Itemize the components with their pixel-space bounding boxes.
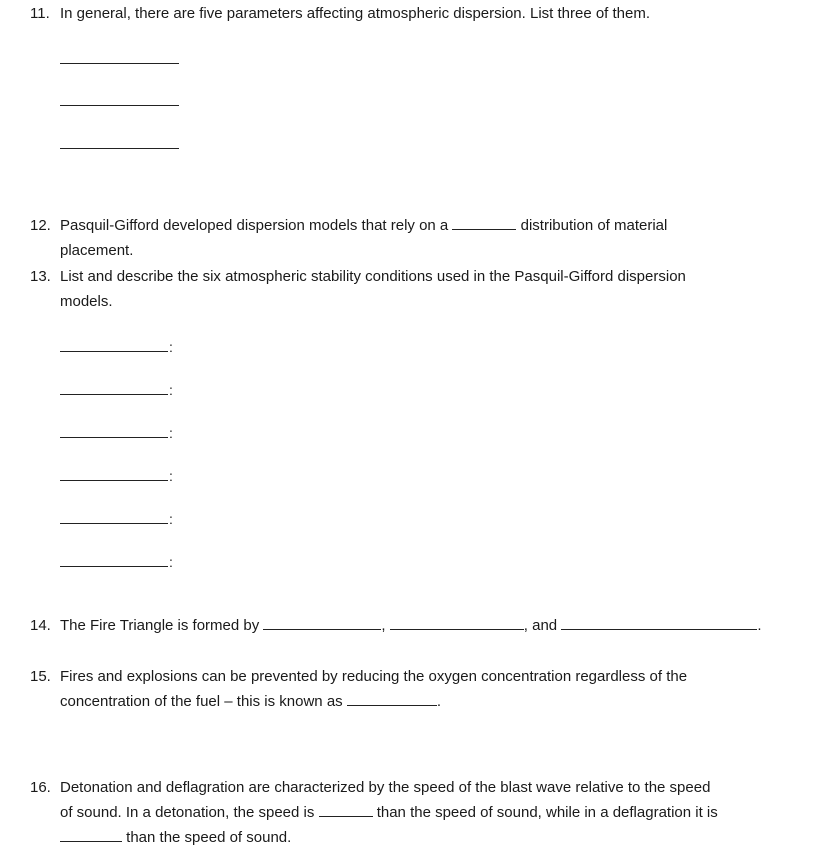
question-text-part: than the speed of sound, while in a deflagration it is xyxy=(376,804,718,821)
question-14 xyxy=(30,613,810,638)
answer-blank[interactable] xyxy=(60,148,179,149)
question-number: 15. xyxy=(30,668,51,685)
question-text xyxy=(60,775,810,850)
comma: , xyxy=(523,617,528,634)
question-text xyxy=(60,213,810,263)
question-text-part: List and describe the six atmospheric stability conditions used in the Pasquil-Gifford dispersion xyxy=(60,268,686,285)
answer-blank[interactable] xyxy=(347,690,437,706)
colon: : xyxy=(169,511,173,527)
period: . xyxy=(436,693,442,710)
stability-blank[interactable] xyxy=(60,463,190,484)
question-text xyxy=(60,613,810,638)
question-text-part: The Fire Triangle is formed by xyxy=(60,617,260,634)
answer-blank[interactable] xyxy=(60,826,122,842)
question-text xyxy=(60,264,810,314)
question-text-part: placement. xyxy=(60,242,134,259)
answer-blank[interactable] xyxy=(263,614,381,630)
answer-blank[interactable] xyxy=(60,105,179,106)
stability-blank[interactable] xyxy=(60,334,190,355)
question-12 xyxy=(30,213,810,263)
colon: : xyxy=(169,382,173,398)
question-text: In general, there are five parameters affecting atmospheric dispersion. List three of them. xyxy=(60,5,651,22)
colon: : xyxy=(169,339,173,355)
answer-blank[interactable] xyxy=(390,614,524,630)
question-text-part: and xyxy=(532,617,558,634)
period: . xyxy=(757,617,762,634)
question-number: 16. xyxy=(30,779,51,796)
question-text-part: Pasquil-Gifford developed dispersion models that rely on a xyxy=(60,217,449,234)
question-text-part: of sound. In a detonation, the speed is xyxy=(60,804,315,821)
question-text xyxy=(60,664,810,714)
stability-blank[interactable] xyxy=(60,549,190,570)
question-text-part: Fires and explosions can be prevented by reducing the oxygen concentration regardless of the xyxy=(60,668,688,685)
question-number: 14. xyxy=(30,617,51,634)
question-text-part: distribution of material xyxy=(520,217,668,234)
question-13 xyxy=(30,264,810,314)
answer-blank[interactable] xyxy=(60,63,179,64)
stability-blank[interactable] xyxy=(60,506,190,527)
question-16 xyxy=(30,775,810,850)
colon: : xyxy=(169,425,173,441)
answer-blank[interactable] xyxy=(319,801,373,817)
answer-blank[interactable] xyxy=(561,614,757,630)
question-number: 11. xyxy=(30,5,50,22)
question-text-part: Detonation and deflagration are characterized by the speed of the blast wave relative to the speed xyxy=(60,779,711,796)
question-number: 13. xyxy=(30,268,51,285)
question-number: 12. xyxy=(30,217,51,234)
stability-blank[interactable] xyxy=(60,420,190,441)
question-text-part: concentration of the fuel – this is known as xyxy=(60,693,343,710)
answer-blank[interactable] xyxy=(452,214,516,230)
colon: : xyxy=(169,468,173,484)
comma: , xyxy=(381,617,386,634)
colon: : xyxy=(169,554,173,570)
question-11 xyxy=(30,1,810,26)
question-text-part: models. xyxy=(60,293,113,310)
question-15 xyxy=(30,664,810,714)
stability-blank[interactable] xyxy=(60,377,190,398)
question-text-part: than the speed of sound. xyxy=(126,829,292,846)
